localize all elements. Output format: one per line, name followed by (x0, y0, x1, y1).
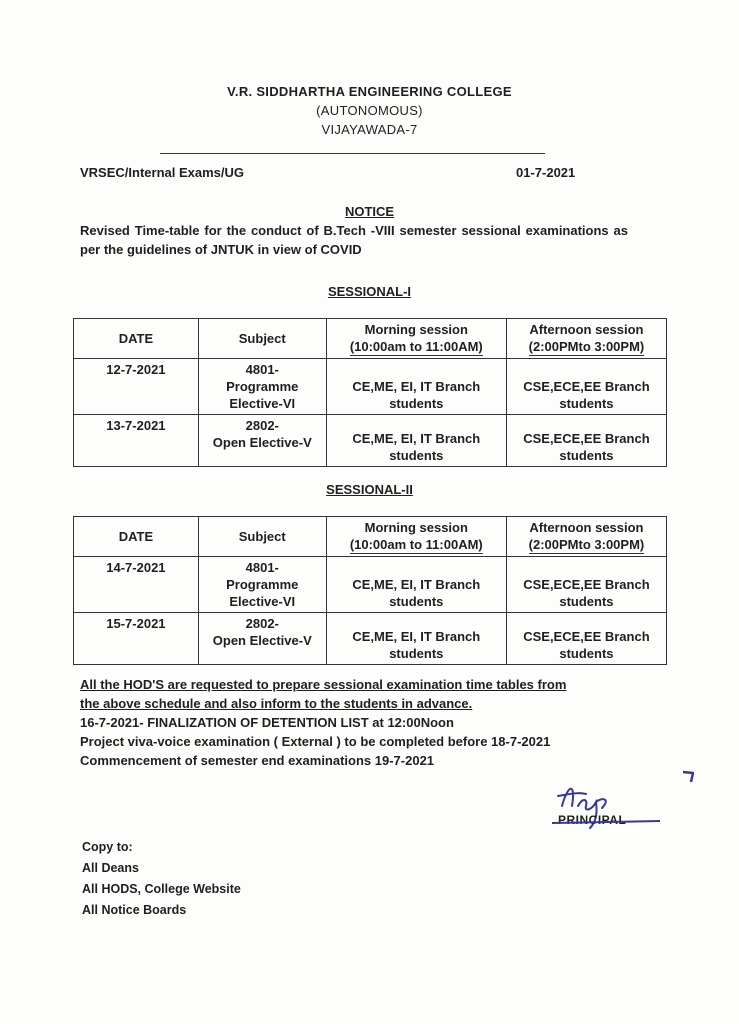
col-morning (326, 319, 506, 359)
subject-line: Open Elective-V (212, 633, 312, 648)
sessional-1-title: SESSIONAL-I (327, 284, 412, 299)
table-header-row (74, 319, 667, 359)
col-morning-time: (10:00am to 11:00AM) (349, 537, 483, 552)
hod-request-line-2: the above schedule and also inform to the students in advance. (80, 696, 473, 711)
table-row (74, 613, 667, 665)
row-subject (198, 613, 326, 665)
row-subject (198, 557, 326, 613)
viva-voce-line: Project viva-voice examination ( External ) to be completed before 18-7-2021 (80, 734, 551, 749)
col-subject: Subject (198, 319, 326, 359)
col-afternoon-label: Afternoon session (529, 520, 644, 535)
row-afternoon (506, 415, 666, 467)
hod-request-line-1: All the HOD'S are requested to prepare sessional examination time tables from (80, 677, 567, 692)
row-date: 13-7-2021 (74, 415, 199, 467)
col-afternoon-label: Afternoon session (529, 322, 644, 337)
footer-instructions (80, 675, 660, 770)
sessional-2-table (73, 516, 667, 665)
row-date: 15-7-2021 (74, 613, 199, 665)
copy-to-block (82, 837, 241, 921)
branches: CSE,ECE,EE Branch (523, 431, 650, 446)
row-morning (326, 359, 506, 415)
row-subject (198, 359, 326, 415)
subject-code: 4801- (245, 362, 279, 377)
table-row (74, 359, 667, 415)
branches: CE,ME, EI, IT Branch (352, 629, 481, 644)
subject-line: Elective-VI (229, 594, 296, 609)
students-label: students (389, 594, 444, 609)
copy-to-item: All HODS, College Website (82, 882, 241, 896)
branches: CE,ME, EI, IT Branch (352, 379, 481, 394)
copy-to-item: All Deans (82, 861, 139, 875)
col-afternoon (506, 517, 666, 557)
row-afternoon (506, 359, 666, 415)
table-row (74, 415, 667, 467)
sessional-1-table (73, 318, 667, 467)
branches: CE,ME, EI, IT Branch (352, 577, 481, 592)
branches: CSE,ECE,EE Branch (523, 629, 650, 644)
col-afternoon (506, 319, 666, 359)
branches: CSE,ECE,EE Branch (523, 577, 650, 592)
row-afternoon (506, 613, 666, 665)
college-name: V.R. SIDDHARTHA ENGINEERING COLLEGE (227, 84, 512, 99)
subject-code: 2802- (245, 418, 279, 433)
col-afternoon-time: (2:00PMto 3:00PM) (528, 339, 645, 354)
ink-mark-icon (682, 770, 694, 784)
college-city: VIJAYAWADA-7 (321, 122, 418, 137)
students-label: students (389, 646, 444, 661)
copy-to-label: Copy to: (82, 840, 133, 854)
semester-end-line: Commencement of semester end examinations 19-7-2021 (80, 753, 435, 768)
col-subject: Subject (198, 517, 326, 557)
college-status: (AUTONOMOUS) (316, 103, 423, 118)
branches: CSE,ECE,EE Branch (523, 379, 650, 394)
students-label: students (389, 396, 444, 411)
copy-to-item: All Notice Boards (82, 903, 187, 917)
subject-line: Programme (226, 379, 299, 394)
students-label: students (559, 448, 614, 463)
notice-body: Revised Time-table for the conduct of B.Tech -VIII semester sessional examinations as per the guidelines of JNTUK in view of COVID (80, 223, 628, 257)
students-label: students (559, 646, 614, 661)
subject-line: Elective-VI (229, 396, 296, 411)
notice-title: NOTICE (344, 204, 395, 219)
header-divider (160, 153, 545, 154)
row-morning (326, 415, 506, 467)
col-morning (326, 517, 506, 557)
students-label: students (559, 396, 614, 411)
col-date: DATE (74, 517, 199, 557)
row-date: 12-7-2021 (74, 359, 199, 415)
reference-number: VRSEC/Internal Exams/UG (80, 165, 244, 180)
sessional-2-title: SESSIONAL-II (326, 482, 413, 497)
row-afternoon (506, 557, 666, 613)
students-label: students (389, 448, 444, 463)
subject-code: 2802- (245, 616, 279, 631)
subject-line: Programme (226, 577, 299, 592)
students-label: students (559, 594, 614, 609)
row-morning (326, 613, 506, 665)
col-date: DATE (74, 319, 199, 359)
principal-title: PRINCIPAL (558, 813, 627, 827)
row-morning (326, 557, 506, 613)
row-date: 14-7-2021 (74, 557, 199, 613)
col-morning-time: (10:00am to 11:00AM) (349, 339, 483, 354)
subject-line: Open Elective-V (212, 435, 312, 450)
row-subject (198, 415, 326, 467)
table-row (74, 557, 667, 613)
subject-code: 4801- (245, 560, 279, 575)
col-morning-label: Morning session (364, 322, 468, 337)
notice-date: 01-7-2021 (516, 165, 576, 180)
table-header-row (74, 517, 667, 557)
branches: CE,ME, EI, IT Branch (352, 431, 481, 446)
col-morning-label: Morning session (364, 520, 468, 535)
col-afternoon-time: (2:00PMto 3:00PM) (528, 537, 645, 552)
detention-list-line: 16-7-2021- FINALIZATION OF DETENTION LIST at 12:00Noon (80, 715, 454, 730)
